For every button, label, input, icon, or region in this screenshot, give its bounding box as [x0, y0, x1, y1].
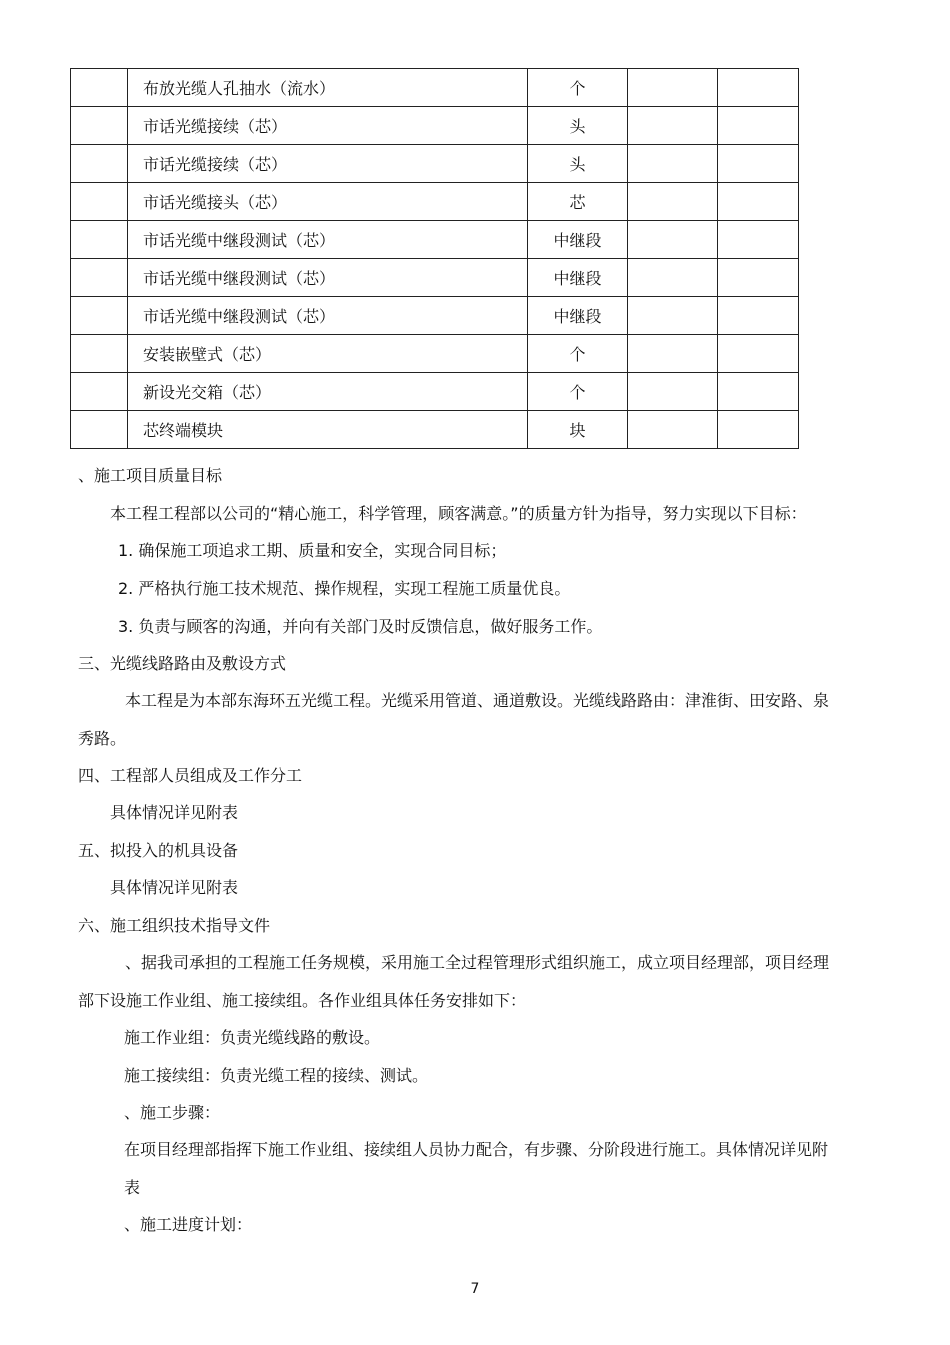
table-cell-unit: 中继段 — [528, 297, 628, 335]
table-cell-remark — [718, 297, 799, 335]
table-cell-item: 市话光缆接续（芯） — [128, 145, 528, 183]
table-cell-index — [71, 297, 128, 335]
table-cell-index — [71, 373, 128, 411]
equipment-paragraph: 具体情况详见附表 — [110, 878, 239, 897]
table-cell-remark — [718, 183, 799, 221]
page-number: 7 — [470, 1281, 480, 1297]
table-cell-unit: 个 — [528, 373, 628, 411]
table-cell-unit: 头 — [528, 107, 628, 145]
table-cell-quantity — [628, 373, 718, 411]
table-cell-index — [71, 183, 128, 221]
route-paragraph-line-1: 本工程是为本部东海环五光缆工程。光缆采用管道、通道敷设。光缆线路路由：津淮街、田安路、泉 — [125, 691, 830, 710]
guidance-paragraph-line-2: 部下设施工作业组、施工接续组。各作业组具体任务安排如下： — [78, 991, 527, 1010]
table-cell-index — [71, 69, 128, 107]
quality-goal-item-1: 1. 确保施工项追求工期、质量和安全，实现合同目标； — [118, 541, 507, 560]
table-cell-unit: 芯 — [528, 183, 628, 221]
table-cell-index — [71, 107, 128, 145]
table-row — [71, 107, 799, 145]
guidance-paragraph-line-1: 、据我司承担的工程施工任务规模，采用施工全过程管理形式组织施工，成立项目经理部，项目经理 — [125, 953, 830, 972]
table-cell-item: 市话光缆中继段测试（芯） — [128, 259, 528, 297]
table-cell-unit: 中继段 — [528, 221, 628, 259]
table-row — [71, 411, 799, 449]
table-cell-unit: 个 — [528, 69, 628, 107]
table-cell-item: 新设光交箱（芯） — [128, 373, 528, 411]
section-heading-equipment: 五、拟投入的机具设备 — [78, 841, 239, 860]
table-cell-index — [71, 221, 128, 259]
table-cell-quantity — [628, 107, 718, 145]
table-cell-quantity — [628, 297, 718, 335]
table-cell-index — [71, 411, 128, 449]
table-row — [71, 335, 799, 373]
table-cell-item: 市话光缆接续（芯） — [128, 107, 528, 145]
quality-goal-item-2: 2. 严格执行施工技术规范、操作规程，实现工程施工质量优良。 — [118, 579, 571, 598]
section-heading-route: 三、光缆线路路由及敷设方式 — [78, 654, 287, 673]
steps-heading: 、施工步骤： — [124, 1103, 221, 1122]
table-cell-remark — [718, 69, 799, 107]
table-cell-quantity — [628, 411, 718, 449]
table-cell-remark — [718, 335, 799, 373]
section-heading-quality-goals: 、施工项目质量目标 — [78, 466, 223, 485]
table-cell-item: 市话光缆中继段测试（芯） — [128, 297, 528, 335]
steps-paragraph-line-1: 在项目经理部指挥下施工作业组、接续组人员协力配合，有步骤、分阶段进行施工。具体情况详见附 — [124, 1140, 829, 1159]
table-cell-index — [71, 145, 128, 183]
schedule-heading: 、施工进度计划： — [124, 1215, 253, 1234]
table-cell-quantity — [628, 145, 718, 183]
table-cell-quantity — [628, 259, 718, 297]
table-row — [71, 297, 799, 335]
table-cell-remark — [718, 259, 799, 297]
table-cell-item: 布放光缆人孔抽水（流水） — [128, 69, 528, 107]
table-cell-unit: 块 — [528, 411, 628, 449]
table-cell-quantity — [628, 335, 718, 373]
table-row — [71, 221, 799, 259]
table-row — [71, 259, 799, 297]
table-row — [71, 145, 799, 183]
table-cell-quantity — [628, 69, 718, 107]
staffing-paragraph: 具体情况详见附表 — [110, 803, 239, 822]
section-heading-staffing: 四、工程部人员组成及工作分工 — [78, 766, 303, 785]
table-cell-item: 安装嵌壁式（芯） — [128, 335, 528, 373]
table-cell-index — [71, 335, 128, 373]
table-cell-quantity — [628, 183, 718, 221]
quantities-table — [70, 68, 799, 449]
section-heading-technical-guidance: 六、施工组织技术指导文件 — [78, 916, 271, 935]
table-row — [71, 373, 799, 411]
quality-goal-item-3: 3. 负责与顾客的沟通，并向有关部门及时反馈信息，做好服务工作。 — [118, 617, 603, 636]
table-cell-remark — [718, 411, 799, 449]
table-cell-unit: 头 — [528, 145, 628, 183]
steps-paragraph-line-2: 表 — [124, 1178, 141, 1197]
table-row — [71, 183, 799, 221]
table-cell-remark — [718, 107, 799, 145]
table-cell-remark — [718, 145, 799, 183]
table-cell-item: 市话光缆中继段测试（芯） — [128, 221, 528, 259]
construction-team-duty: 施工作业组：负责光缆线路的敷设。 — [124, 1028, 381, 1047]
table-cell-remark — [718, 373, 799, 411]
splicing-team-duty: 施工接续组：负责光缆工程的接续、测试。 — [124, 1066, 429, 1085]
table-cell-quantity — [628, 221, 718, 259]
table-cell-unit: 个 — [528, 335, 628, 373]
table-cell-remark — [718, 221, 799, 259]
table-row — [71, 69, 799, 107]
table-cell-item: 市话光缆接头（芯） — [128, 183, 528, 221]
table-cell-index — [71, 259, 128, 297]
quality-intro-paragraph: 本工程工程部以公司的“精心施工，科学管理，顾客满意。”的质量方针为指导，努力实现以下目标： — [110, 504, 807, 523]
route-paragraph-line-2: 秀路。 — [78, 729, 127, 748]
table-cell-unit: 中继段 — [528, 259, 628, 297]
table-cell-item: 芯终端模块 — [128, 411, 528, 449]
